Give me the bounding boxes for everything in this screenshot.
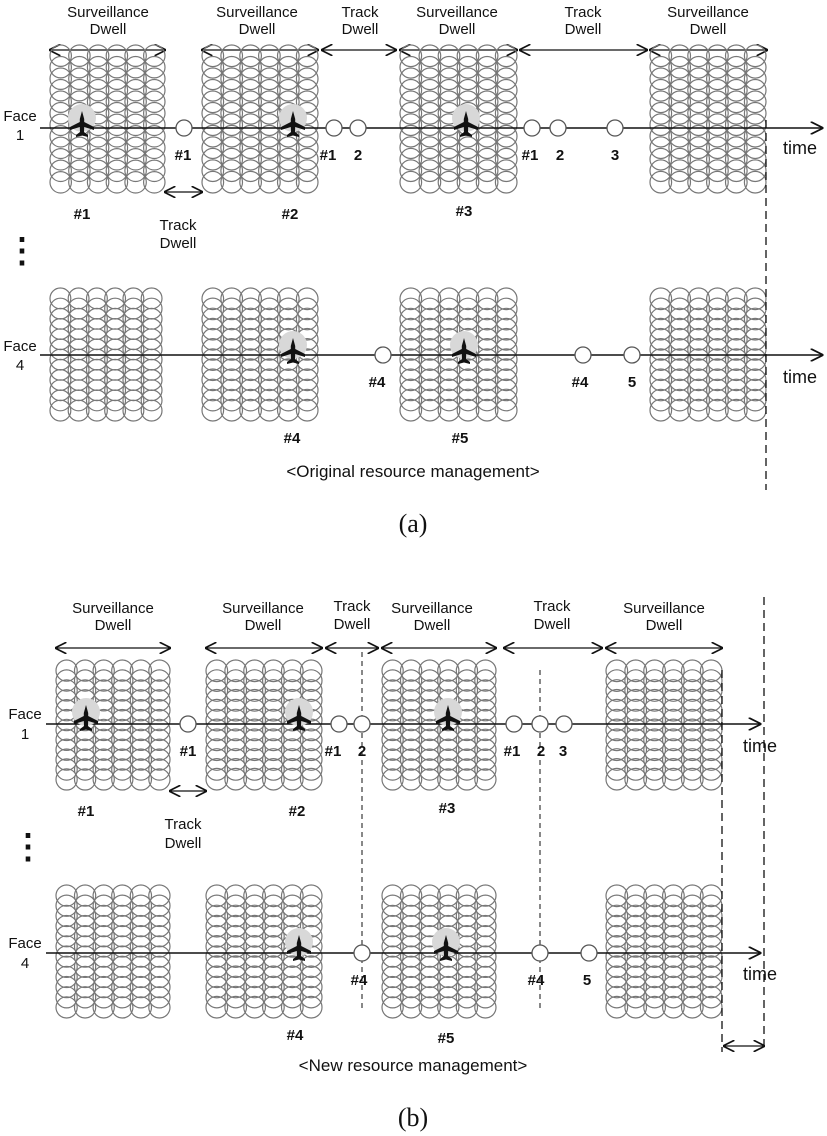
surveillance-beam-circle [457,379,479,401]
surveillance-beam-circle [400,308,422,330]
surveillance-beam-circle [495,57,517,79]
surveillance-beam-circle [495,171,517,193]
track-beam-circle [176,120,192,136]
surveillance-beam-grid [206,660,322,790]
surveillance-beam-circle [495,80,517,102]
surveillance-beam-circle [476,379,498,401]
dwell-header-3-sub: Dwell [341,21,379,38]
panel-title: <Original resource management> [286,462,540,481]
time-axis-label: time [782,138,818,158]
surveillance-beam-circle [419,369,441,391]
dwell-header-3: Track [341,4,379,21]
surveillance-beam-circle [457,68,479,90]
dwell-header-4: Surveillance [416,4,498,21]
surveillance-beam-circle [495,318,517,340]
surveillance-beam-circle [419,160,441,182]
faces-ellipsis: ⋮ [11,828,45,866]
dwell-header-labels [72,598,705,634]
track-label: #1 [179,743,197,760]
dwell-header-4-sub: Dwell [413,617,451,634]
surveillance-beam-circle [438,308,460,330]
surveillance-beam-circle [419,339,441,361]
dwell-header-1: Surveillance [67,4,149,21]
time-axis-label: time [782,367,818,387]
surveillance-beam-circle [457,148,479,170]
surveillance-beam-circle [438,369,460,391]
surveillance-beam-circle [400,148,422,170]
track-beam-circle [506,716,522,732]
dwell-header-3: Track [333,598,371,615]
surveillance-beam-circle [457,308,479,330]
surveillance-beam-circle [419,91,441,113]
surveillance-beam-circle [495,68,517,90]
dwell-header-5: Track [533,598,571,615]
dwell-header-1-sub: Dwell [89,21,127,38]
surveillance-beam-circle [457,137,479,159]
surveillance-beam-grid [606,885,722,1018]
surveillance-beam-circle [400,137,422,159]
surveillance-beam-circle [419,148,441,170]
surveillance-beam-circle [438,379,460,401]
track-label: 3 [558,743,568,760]
surveillance-beam-circle [400,68,422,90]
track-beam-circle [556,716,572,732]
surveillance-beam-circle [457,369,479,391]
face-1-label: Face [8,706,42,723]
dwell-header-labels [67,4,749,38]
surveillance-beam-circle [419,45,441,67]
panel-caption: (a) [398,509,428,538]
surveillance-beam-circle [438,137,460,159]
block-label: #4 [286,1027,304,1044]
surveillance-beam-circle [495,379,517,401]
surveillance-beam-grid [56,660,170,790]
surveillance-beam-grid [606,660,722,790]
target-aircraft [68,104,480,364]
dwell-header-5-sub: Dwell [564,21,602,38]
surveillance-beam-circle [400,359,422,381]
block-label: #1 [77,803,95,820]
dwell-header-1: Surveillance [72,600,154,617]
face-1-number: 1 [20,726,30,743]
surveillance-beam-circle [476,68,498,90]
panel-caption: (b) [397,1103,429,1132]
track-beam-circle [326,120,342,136]
surveillance-beam-circle [419,57,441,79]
block-label: #5 [451,430,469,447]
surveillance-beam-circle [400,329,422,351]
track-beam-circle [350,120,366,136]
track-beam-circle [575,347,591,363]
dwell-header-6: Surveillance [667,4,749,21]
surveillance-beam-circle [419,308,441,330]
surveillance-beam-circle [476,329,498,351]
dwell-header-2: Surveillance [216,4,298,21]
surveillance-beam-circle [476,339,498,361]
surveillance-beam-circle [438,80,460,102]
surveillance-beam-circle [476,318,498,340]
face-4-number: 4 [15,357,25,374]
block-label: #3 [455,203,473,220]
track-dwell-note-sub: Dwell [159,235,197,252]
track-beams [176,120,640,363]
surveillance-beam-circle [476,80,498,102]
track-label: #4 [368,374,386,391]
surveillance-beam-circle [495,369,517,391]
surveillance-beam-circle [419,359,441,381]
surveillance-beam-circle [438,68,460,90]
surveillance-beam-circle [419,68,441,90]
surveillance-beam-circle [457,57,479,79]
track-beam-circle [532,945,548,961]
surveillance-beam-grid [50,45,165,193]
track-beam-circle [524,120,540,136]
faces-ellipsis: ⋮ [5,232,39,270]
surveillance-beam-circle [400,318,422,340]
track-label: 2 [536,743,546,760]
track-label: 5 [582,972,592,989]
dwell-header-3-sub: Dwell [333,616,371,633]
dwell-header-4: Surveillance [391,600,473,617]
track-label: 3 [610,147,620,164]
track-beam-circle [180,716,196,732]
panel-original [3,4,822,538]
surveillance-beam-circle [457,171,479,193]
block-label: #3 [438,800,456,817]
surveillance-beam-circle [495,160,517,182]
surveillance-beam-circle [419,171,441,193]
face-4-label: Face [8,935,42,952]
surveillance-beam-circle [400,171,422,193]
surveillance-beam-circle [476,308,498,330]
surveillance-beam-circle [457,45,479,67]
surveillance-beam-circle [495,339,517,361]
surveillance-beam-circle [495,91,517,113]
surveillance-beam-circle [476,359,498,381]
surveillance-beam-circle [438,45,460,67]
track-beam-circle [354,716,370,732]
surveillance-beam-circle [457,80,479,102]
block-label: #1 [73,206,91,223]
surveillance-beam-circle [495,148,517,170]
surveillance-beam-grid [56,885,170,1018]
dwell-header-5: Track [564,4,602,21]
dwell-span-arrows [50,50,767,192]
face-4-label: Face [3,338,37,355]
surveillance-beam-circle [400,57,422,79]
track-label: #1 [174,147,192,164]
track-label: #1 [521,147,539,164]
surveillance-beam-circle [419,80,441,102]
surveillance-beam-grid [382,660,496,790]
time-axis-label: time [742,736,778,756]
track-beam-circle [581,945,597,961]
surveillance-beam-circle [476,45,498,67]
block-label: #2 [281,206,299,223]
dwell-header-6-sub: Dwell [645,617,683,634]
surveillance-beam-circle [476,369,498,391]
surveillance-beam-circle [419,318,441,340]
dwell-header-6: Surveillance [623,600,705,617]
panel-title: <New resource management> [298,1056,528,1075]
track-label: 2 [555,147,565,164]
track-beam-circle [607,120,623,136]
surveillance-beam-circle [400,339,422,361]
surveillance-beam-circle [476,171,498,193]
block-label: #5 [437,1030,455,1047]
surveillance-beam-circle [495,45,517,67]
dwell-header-4-sub: Dwell [438,21,476,38]
surveillance-beam-circle [495,329,517,351]
dwell-header-2-sub: Dwell [244,617,282,634]
block-label: #2 [288,803,306,820]
dwell-header-5-sub: Dwell [533,616,571,633]
track-dwell-note: Track [164,816,202,833]
track-beam-circle [550,120,566,136]
surveillance-beam-circle [495,137,517,159]
surveillance-beam-circle [419,137,441,159]
track-label: #1 [324,743,342,760]
dwell-header-2: Surveillance [222,600,304,617]
surveillance-beam-circle [400,45,422,67]
face-1-label: Face [3,108,37,125]
surveillance-beam-circle [476,91,498,113]
time-axis-label: time [742,964,778,984]
surveillance-beam-circle [400,369,422,391]
surveillance-beam-circle [438,359,460,381]
surveillance-beam-circle [476,57,498,79]
track-label: #4 [571,374,589,391]
track-label: #4 [527,972,545,989]
surveillance-beam-circle [419,379,441,401]
track-dwell-note-sub: Dwell [164,835,202,852]
track-beam-circle [375,347,391,363]
surveillance-beam-circle [476,137,498,159]
track-dwell-note: Track [159,217,197,234]
track-label: 5 [627,374,637,391]
surveillance-beam-circle [457,160,479,182]
surveillance-beam-circle [400,80,422,102]
surveillance-beam-circle [419,329,441,351]
surveillance-beam-circle [438,171,460,193]
dwell-header-1-sub: Dwell [94,617,132,634]
track-beam-circle [624,347,640,363]
track-label: #1 [319,147,337,164]
track-label: #4 [350,972,368,989]
surveillance-beam-circle [400,379,422,401]
surveillance-beam-circle [476,148,498,170]
track-label: #1 [503,743,521,760]
surveillance-beam-circle [400,91,422,113]
track-label: 2 [353,147,363,164]
track-beam-circle [331,716,347,732]
surveillance-beam-circle [438,160,460,182]
dwell-header-2-sub: Dwell [238,21,276,38]
block-label: #4 [283,430,301,447]
dwell-header-6-sub: Dwell [689,21,727,38]
surveillance-beam-circle [438,148,460,170]
surveillance-beam-circle [438,57,460,79]
track-beam-circle [354,945,370,961]
face-4-number: 4 [20,955,30,972]
surveillance-beam-circle [400,160,422,182]
panel-new [8,597,777,1132]
track-beam-circle [532,716,548,732]
surveillance-beam-circle [495,359,517,381]
surveillance-beam-circle [476,160,498,182]
surveillance-beam-circle [495,308,517,330]
track-label: 2 [357,743,367,760]
surveillance-beam-grid [650,45,766,193]
face-1-number: 1 [15,127,25,144]
